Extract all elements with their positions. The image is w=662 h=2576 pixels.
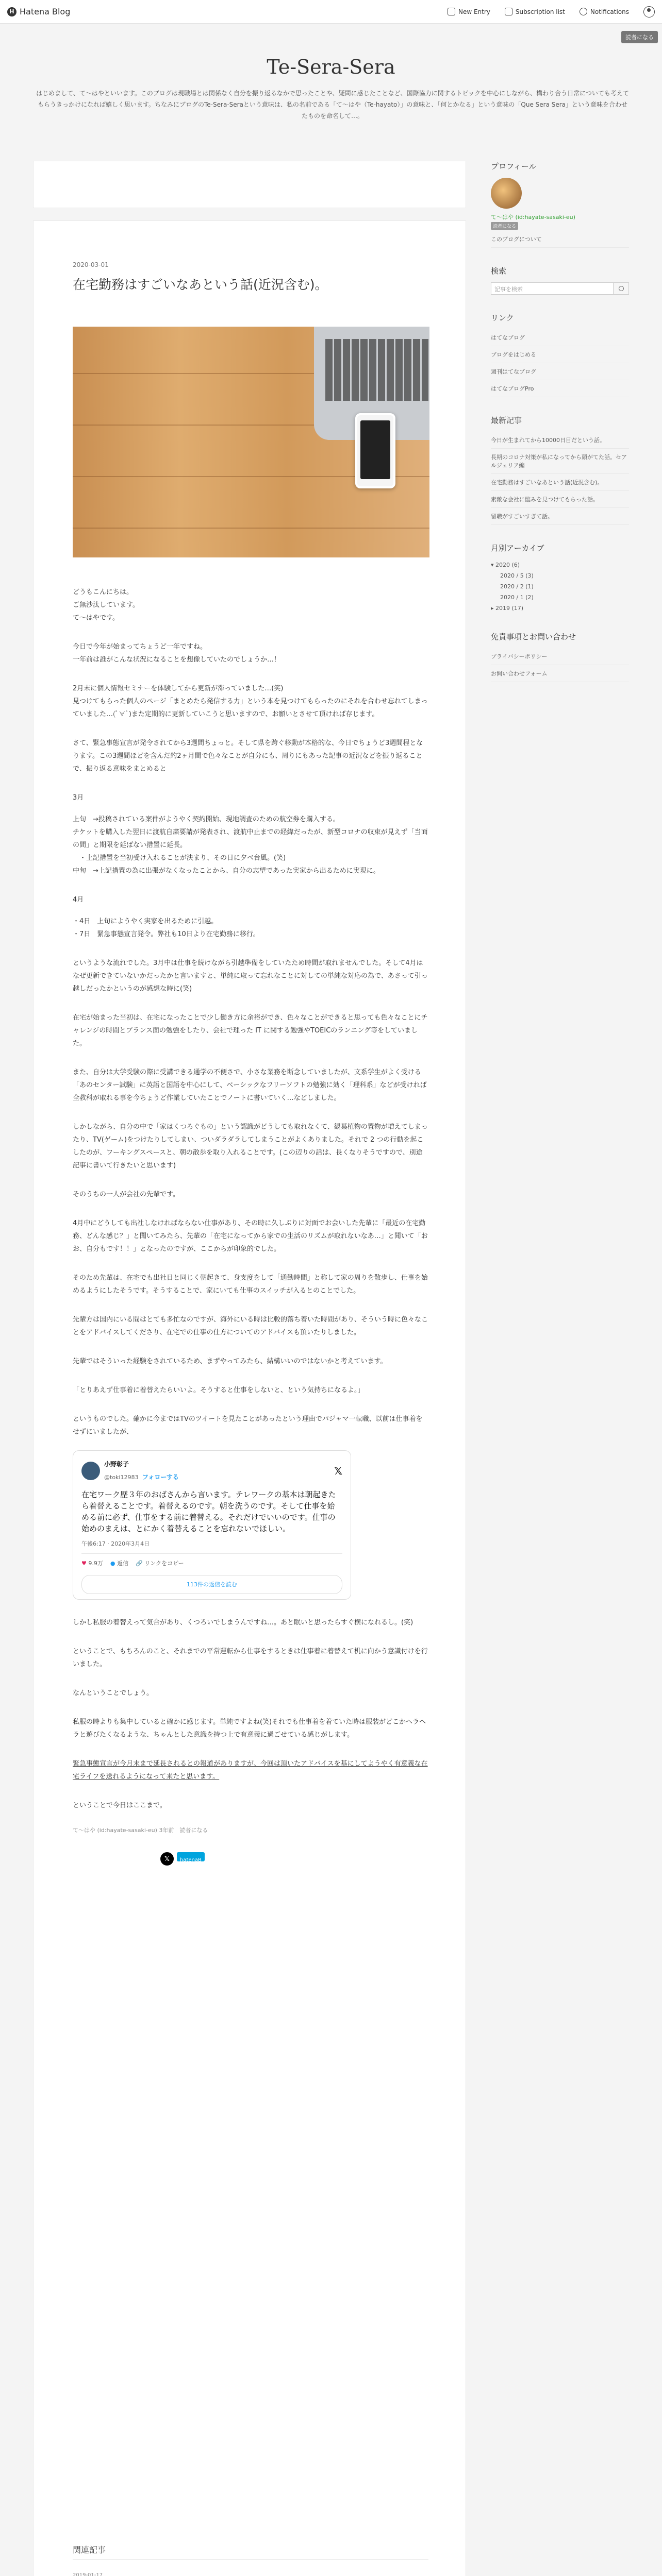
notice-heading: 免責事項とお問い合わせ — [491, 632, 576, 641]
paragraph: 2月末に個人情報セミナーを体験してから更新が滞っていました…(笑) 見つけてもらった個人のページ「まとめたら発信する力」という本を見つけてもらったのにそれを合わせ忘れてしまっていました…(ﾟ∀ﾟ)また定期的に更新していこうと思いますので、お願いとさせて頂ければ存じます。 — [73, 685, 428, 718]
recent-entries-section — [491, 415, 629, 525]
recent-entry-link[interactable]: 素敵な会社に臨みを見つけてもらった話。 — [491, 491, 629, 508]
share-buttons — [160, 1852, 428, 1866]
profile-heading: プロフィール — [491, 162, 537, 171]
search-heading: 検索 — [491, 266, 507, 276]
profile-avatar[interactable] — [491, 178, 522, 209]
related-item[interactable]: 2019-01-17 — [73, 2567, 428, 2576]
archive-month-link[interactable]: 2020 / 2 (1) — [500, 583, 534, 590]
sidebar-link[interactable]: はてなブログ — [491, 329, 629, 346]
paragraph: さて、緊急事態宣言が発令されてから3週間ちょっと。そして県を跨ぐ移動が本格的な、今日でちょうど3週間程となります。この3週間ほどを含んだ約2ヶ月間で色々なことが自分にも、周りにもあった記事の近況などを振り返ることで、振り返る意味をまとめると — [73, 739, 423, 773]
section-march-list: 上旬 →投稿されている案件がようやく契約開始、現地調査のための航空券を購入する。 チケットを購入した翌日に渡航自粛要請が発表され、渡航中止までの経緯だったが、新型コロナの収束が見えず「当面の間」と期限を延ばない措置に延長。 ・上記措置を当初受け入れることが決まり、その日に夕べ台風。(笑) 中旬 →上記措置の為に出張がなくなったことから、自分の志望であった実家から出るために実現に。 — [73, 816, 428, 875]
paragraph: なんということでしょう。 — [73, 1689, 154, 1697]
paragraph: また、自分は大学受験の際に受講できる通学の不便さで、小さな業務を断念していましたが、文系学生がよく受ける「あのセンター試験」に英語と国語を中心にして、ベーシックなフリーソフトの勉強に効く「理科系」などが受ければ全教科が取れる事を今ちょうど作業していたことでノートに書いていく…などしました。 — [73, 1069, 427, 1102]
share-x-button[interactable]: 𝕏 — [160, 1852, 174, 1866]
tweet-author-handle: @toki12983 — [104, 1474, 139, 1481]
paragraph: ということで、もちろんのこと、それまでの平常運転から仕事をするときは仕事着に着替えて机に向かう意識付けを行いました。 — [73, 1648, 428, 1668]
sidebar-link[interactable]: 週刊はてなブログ — [491, 363, 629, 380]
paragraph: そのうちの一人が会社の先輩です。 — [73, 1191, 179, 1198]
section-april-heading: 4月 — [73, 896, 84, 904]
tweet-reply-button[interactable]: ● 返信 — [110, 1560, 128, 1567]
profile-id-link[interactable]: て〜はや (id:hayate-sasaki-eu) — [491, 214, 575, 221]
entry-date[interactable]: 2020-03-01 — [73, 261, 109, 268]
paragraph: 4月中にどうしても出社しなければならない仕事があり、その時に久しぶりに対面でお会いした先輩に「最近の在宅勤務、どんな感じ？」と聞いてみたら、先輩の「在宅になってから家での生活のリズムが取れないなあ…」と聞いて「おお、自分もです！！」となったのですが、ここからが印象的でした。 — [73, 1219, 428, 1253]
phone-graphic — [355, 413, 395, 488]
x-logo-icon[interactable]: 𝕏 — [334, 1464, 342, 1477]
archive-heading: 月別アーカイブ — [491, 544, 544, 553]
brand[interactable] — [7, 7, 70, 16]
notice-section — [491, 631, 629, 682]
related-heading: 関連記事 — [73, 2544, 428, 2560]
paragraph: ということで今日はここまで。 — [73, 1802, 167, 1809]
paragraph: 私服の時よりも集中していると確かに感じます。単純ですよね(笑)それでも仕事着を着ていた時は服装がどこかヘラヘラと遊びたくなるような、ちゃんとした意識を持つ上で有意義に過ごせている感じがします。 — [73, 1718, 426, 1739]
contact-form-link[interactable]: お問い合わせフォーム — [491, 665, 629, 682]
section-march-heading: 3月 — [73, 794, 84, 802]
quote: 「とりあえず仕事着に着替えたらいいよ。そうすると仕事をしないと、という気持ちになるよ。」 — [73, 1386, 365, 1394]
search-icon — [619, 286, 624, 291]
recent-entry-link[interactable]: 留職がすごいすぎて話。 — [491, 508, 629, 525]
tweet-avatar[interactable] — [81, 1462, 100, 1480]
tweet-author-name[interactable]: 小野彰子 — [104, 1461, 129, 1468]
hero-image — [73, 327, 429, 557]
subscription-label: Subscription list — [515, 8, 565, 15]
section-april-list: ・4日 上旬にようやく実家を出るために引越。 ・7日 緊急事態宣言発令。弊社も10日より在宅勤務に移行。 — [73, 918, 260, 938]
new-entry-button[interactable] — [448, 8, 490, 15]
blog-title[interactable]: Te-Sera-Sera — [267, 56, 395, 78]
ad-space — [33, 161, 466, 208]
paragraph: 先輩ではそういった経験をされているため、まずやってみたら、結構いいのではないかと考えています。 — [73, 1358, 387, 1365]
paragraph: しかし私服の着替えって気合があり、くつろいでしまうんですね…。あと眠いと思ったらすぐ横になれるし。(笑) — [73, 1619, 413, 1626]
bell-icon — [580, 8, 587, 15]
related-entries — [73, 2544, 428, 2576]
recent-heading: 最新記事 — [491, 416, 522, 425]
recent-entry-link[interactable]: 在宅勤務はすごいなあという話(近況含む)。 — [491, 474, 629, 491]
archive-month-link[interactable]: 2020 / 1 (2) — [500, 594, 534, 601]
brand-label: Hatena Blog — [20, 7, 71, 16]
notifications-label: Notifications — [590, 8, 629, 15]
tweet-like-button[interactable]: ♥ 9.9万 — [81, 1560, 103, 1567]
subscribe-badge[interactable]: 読者になる — [491, 222, 518, 230]
archive-month-link[interactable]: 2020 / 5 (3) — [500, 572, 534, 579]
search-button[interactable] — [614, 282, 629, 295]
article-card — [33, 221, 466, 2576]
about-blog-link[interactable]: このブログについて — [491, 231, 629, 248]
paragraph: というものでした。確かに今まではTVのツイートを見たことがあったという理由でパジャマ一転職、以前は仕事着をせずにいましたが、 — [73, 1415, 423, 1436]
recent-entry-link[interactable]: 長期のコロナ対策が私になってから頭がてた話。セアルジェリア編 — [491, 449, 629, 474]
share-hatena-bookmark-button[interactable]: hatenaB — [177, 1852, 205, 1861]
paragraph: そのため先輩は、在宅でも出社日と同じく朝起きて、身支度をして「通勤時間」と称して家の周りを散歩し、仕事を始めるようにしたそうです。そうすることで、家にいても仕事のスイッチが入るとのことでした。 — [73, 1274, 428, 1295]
archive-year-toggle[interactable]: ▸ 2019 (17) — [491, 605, 524, 612]
reply-icon: ● — [110, 1560, 115, 1567]
sidebar-link[interactable]: ブログをはじめる — [491, 346, 629, 363]
paragraph: 今日で今年が始まってちょうど一年ですね。 一年前は誰がこんな状況になることを想像していたのでしょうか…！ — [73, 643, 281, 664]
paragraph: 在宅が始まった当初は、在宅になったことで少し働き方に余裕ができ、色々なことができると思っても色々なことにチャレンジの時間とプランス面の勉強をしたり、会社で理った IT に関する勉強やTOEICのランニング等をしていました。 — [73, 1014, 428, 1047]
profile-section — [491, 161, 629, 248]
paragraph: というような流れでした。3月中は仕事を続けながら引越準備をしていたため時間が取れませんでした。そして4月はなぜ更新できていないかだったかと言いますと、単純に取って忘れなことに対しての単純な対応の為で、あさって引っ越しだったかというのが感想な時に(笑) — [73, 959, 428, 993]
notifications-button[interactable] — [580, 8, 629, 15]
paragraph: しかしながら、自分の中で「家はくつろぐもの」という認識がどうしても取れなくて、観葉植物の置物が増えてしまったり、TV(ゲーム)をつけたりしてしまい、ついダラダラしてしまうことがよくありました。それで 2 つの行動を起こしたのが、ワーキングスペースと、朝の散歩を取り入れることです。(この辺りの話は、長くなりそうですので、別途記事に書いて行きたいと思います) — [73, 1123, 428, 1170]
privacy-policy-link[interactable]: プライバシーポリシー — [491, 648, 629, 665]
search-input[interactable]: 記事を検索 — [491, 282, 614, 295]
paragraph: 緊急事態宣言が今月末まで延長されるとの報道がありますが、今回は頂いたアドバイスを基にしてようやく有意義な在宅ライフを送れるようになって来たと思います。 — [73, 1760, 428, 1781]
links-heading: リンク — [491, 313, 514, 323]
subscription-list-button[interactable] — [505, 8, 565, 15]
archive-section — [491, 543, 629, 614]
hatena-logo-icon: H — [7, 7, 16, 16]
sidebar — [491, 161, 629, 700]
heart-icon: ♥ — [81, 1560, 87, 1567]
list-icon — [505, 8, 512, 15]
embedded-tweet[interactable] — [73, 1450, 351, 1600]
top-navbar — [0, 0, 662, 24]
search-section — [491, 265, 629, 295]
sidebar-link[interactable]: はてなブログPro — [491, 380, 629, 397]
entry-body — [73, 586, 428, 1866]
tweet-copy-link-button[interactable]: 🔗 リンクをコピー — [135, 1560, 184, 1567]
subscribe-chip[interactable]: 読者になる — [621, 31, 658, 43]
paragraph: 先輩方は国内にいる間はとても多忙なのですが、海外にいる時は比較的落ち着いた時間があり、そういう時に色々なことをアドバイスしてくださり、在宅での仕事の仕方についてのアドバイスも頂いたりしました。 — [73, 1316, 428, 1336]
pencil-icon — [448, 8, 455, 15]
entry-title[interactable]: 在宅勤務はすごいなあという話(近況含む)。 — [73, 277, 328, 292]
paragraph: どうもこんにちは。 ご無沙汰しています。 て〜はやです。 — [73, 588, 139, 622]
blog-description: はじめまして、て〜はやといいます。このブログは現職場とは関係なく自分を振り返るなかで思ったことや、疑問に感じたことなど、国際協力に関するトピックを中心にしながら、構わり合う日常についても考えてもらうきっかけになれば嬉しく思います。ちなみにブログのTe-Sera-Seraという意味は、私の名前である「て〜はや（Te-hayato）」の意味と、「何とかなる」という意味の「Que Sera Sera」という意味を合わせたものを命名して…。 — [36, 90, 629, 120]
entry-footer-meta[interactable]: て〜はや (id:hayate-sasaki-eu) 3年前 読者になる — [73, 1827, 208, 1834]
link-icon: 🔗 — [135, 1560, 143, 1567]
tweet-timestamp[interactable]: 午後6:17 · 2020年3月4日 — [81, 1537, 342, 1554]
links-section — [491, 312, 629, 397]
tweet-text: 在宅ワーク歴３年のおばさんから言います。テレワークの基本は朝起きたら着替えることです。着替えるのです。朝を洗うのです。そして仕事を始める前に必ず、仕事をする前に着替える。それだけでいいのです。仕事の始めのまえは、とにかく着替えることを忘れないでほしい。 — [81, 1490, 336, 1533]
archive-year-toggle[interactable]: ▾ 2020 (6) — [491, 562, 520, 568]
user-menu-icon[interactable] — [643, 6, 655, 18]
recent-entry-link[interactable]: 今日が生まれてから10000日目だという話。 — [491, 432, 629, 449]
tweet-read-replies-button[interactable]: 113件の返信を読む — [81, 1575, 342, 1594]
new-entry-label: New Entry — [458, 8, 490, 15]
tweet-follow-link[interactable]: フォローする — [142, 1473, 179, 1481]
